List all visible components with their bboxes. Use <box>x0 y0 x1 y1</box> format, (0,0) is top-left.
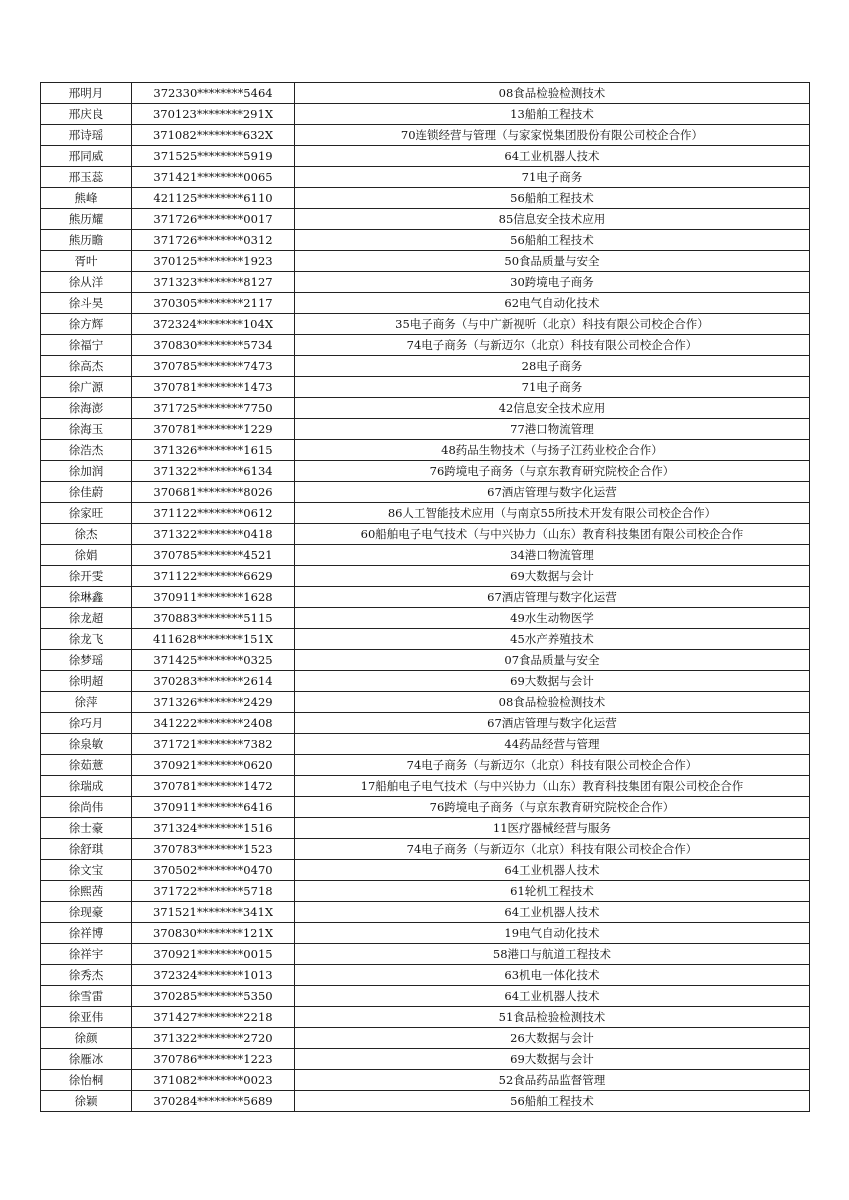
table-row <box>41 713 810 734</box>
id-number-cell: 370785********7473 <box>132 356 295 377</box>
id-number-cell: 370883********5115 <box>132 608 295 629</box>
student-name-cell: 徐茹薏 <box>41 755 132 776</box>
id-number-cell: 370283********2614 <box>132 671 295 692</box>
major-cell: 48药品生物技术（与扬子江药业校企合作） <box>295 440 810 461</box>
major-cell: 69大数据与会计 <box>295 1049 810 1070</box>
table-row <box>41 209 810 230</box>
student-name-cell: 熊峰 <box>41 188 132 209</box>
table-row <box>41 608 810 629</box>
student-name-cell: 徐加润 <box>41 461 132 482</box>
student-name-cell: 徐高杰 <box>41 356 132 377</box>
table-row <box>41 1070 810 1091</box>
major-cell: 76跨境电子商务（与京东教育研究院校企合作） <box>295 797 810 818</box>
table-row <box>41 776 810 797</box>
id-number-cell: 371322********6134 <box>132 461 295 482</box>
id-number-cell: 371521********341X <box>132 902 295 923</box>
student-name-cell: 徐家旺 <box>41 503 132 524</box>
student-name-cell: 徐巧月 <box>41 713 132 734</box>
student-name-cell: 徐雁冰 <box>41 1049 132 1070</box>
table-row <box>41 440 810 461</box>
student-name-cell: 徐文宝 <box>41 860 132 881</box>
student-name-cell: 徐浩杰 <box>41 440 132 461</box>
id-number-cell: 371425********0325 <box>132 650 295 671</box>
table-row <box>41 293 810 314</box>
id-number-cell: 370786********1223 <box>132 1049 295 1070</box>
major-cell: 76跨境电子商务（与京东教育研究院校企合作） <box>295 461 810 482</box>
major-cell: 56船舶工程技术 <box>295 230 810 251</box>
id-number-cell: 371323********8127 <box>132 272 295 293</box>
student-name-cell: 徐琳鑫 <box>41 587 132 608</box>
major-cell: 49水生动物医学 <box>295 608 810 629</box>
table-row <box>41 188 810 209</box>
major-cell: 63机电一体化技术 <box>295 965 810 986</box>
student-name-cell: 徐士豪 <box>41 818 132 839</box>
id-number-cell: 372324********1013 <box>132 965 295 986</box>
table-row <box>41 251 810 272</box>
major-cell: 74电子商务（与新迈尔（北京）科技有限公司校企合作） <box>295 335 810 356</box>
table-row <box>41 839 810 860</box>
id-number-cell: 370921********0620 <box>132 755 295 776</box>
major-cell: 86人工智能技术应用（与南京55所技术开发有限公司校企合作） <box>295 503 810 524</box>
id-number-cell: 371722********5718 <box>132 881 295 902</box>
major-cell: 60船舶电子电气技术（与中兴协力（山东）教育科技集团有限公司校企合作 <box>295 524 810 545</box>
table-row <box>41 818 810 839</box>
id-number-cell: 371427********2218 <box>132 1007 295 1028</box>
major-cell: 51食品检验检测技术 <box>295 1007 810 1028</box>
student-name-cell: 熊历耀 <box>41 209 132 230</box>
table-row <box>41 629 810 650</box>
id-number-cell: 370783********1523 <box>132 839 295 860</box>
student-name-cell: 徐祥宇 <box>41 944 132 965</box>
id-number-cell: 411628********151X <box>132 629 295 650</box>
major-cell: 35电子商务（与中广新视听（北京）科技有限公司校企合作） <box>295 314 810 335</box>
id-number-cell: 370284********5689 <box>132 1091 295 1112</box>
table-row <box>41 902 810 923</box>
student-name-cell: 徐萍 <box>41 692 132 713</box>
student-name-cell: 徐斗昊 <box>41 293 132 314</box>
table-row <box>41 314 810 335</box>
id-number-cell: 371326********1615 <box>132 440 295 461</box>
table-row <box>41 860 810 881</box>
major-cell: 71电子商务 <box>295 377 810 398</box>
table-row <box>41 83 810 104</box>
student-name-cell: 徐龙超 <box>41 608 132 629</box>
student-name-cell: 徐梦瑶 <box>41 650 132 671</box>
table-row <box>41 944 810 965</box>
table-row <box>41 755 810 776</box>
student-name-cell: 邢同威 <box>41 146 132 167</box>
student-roster-table <box>40 82 810 1112</box>
id-number-cell: 370285********5350 <box>132 986 295 1007</box>
major-cell: 11医疗器械经营与服务 <box>295 818 810 839</box>
major-cell: 17船舶电子电气技术（与中兴协力（山东）教育科技集团有限公司校企合作 <box>295 776 810 797</box>
table-row <box>41 1028 810 1049</box>
id-number-cell: 371721********7382 <box>132 734 295 755</box>
major-cell: 58港口与航道工程技术 <box>295 944 810 965</box>
id-number-cell: 370911********1628 <box>132 587 295 608</box>
student-name-cell: 徐祥博 <box>41 923 132 944</box>
id-number-cell: 371122********6629 <box>132 566 295 587</box>
student-name-cell: 邢明月 <box>41 83 132 104</box>
table-row <box>41 146 810 167</box>
roster-body <box>41 83 810 1112</box>
major-cell: 08食品检验检测技术 <box>295 692 810 713</box>
student-name-cell: 徐泉敏 <box>41 734 132 755</box>
id-number-cell: 371421********0065 <box>132 167 295 188</box>
major-cell: 30跨境电子商务 <box>295 272 810 293</box>
id-number-cell: 371525********5919 <box>132 146 295 167</box>
student-name-cell: 邢庆良 <box>41 104 132 125</box>
table-row <box>41 1091 810 1112</box>
major-cell: 77港口物流管理 <box>295 419 810 440</box>
table-row <box>41 1049 810 1070</box>
major-cell: 85信息安全技术应用 <box>295 209 810 230</box>
table-row <box>41 692 810 713</box>
major-cell: 64工业机器人技术 <box>295 146 810 167</box>
major-cell: 56船舶工程技术 <box>295 188 810 209</box>
student-name-cell: 熊历瞻 <box>41 230 132 251</box>
student-name-cell: 邢诗瑶 <box>41 125 132 146</box>
student-name-cell: 邢玉蕊 <box>41 167 132 188</box>
table-row <box>41 104 810 125</box>
major-cell: 74电子商务（与新迈尔（北京）科技有限公司校企合作） <box>295 755 810 776</box>
table-row <box>41 587 810 608</box>
student-name-cell: 胥叶 <box>41 251 132 272</box>
student-name-cell: 徐现豪 <box>41 902 132 923</box>
id-number-cell: 371326********2429 <box>132 692 295 713</box>
id-number-cell: 370681********8026 <box>132 482 295 503</box>
student-name-cell: 徐从洋 <box>41 272 132 293</box>
major-cell: 61轮机工程技术 <box>295 881 810 902</box>
id-number-cell: 372330********5464 <box>132 83 295 104</box>
table-row <box>41 419 810 440</box>
major-cell: 45水产养殖技术 <box>295 629 810 650</box>
student-name-cell: 徐亚伟 <box>41 1007 132 1028</box>
table-row <box>41 1007 810 1028</box>
student-name-cell: 徐海澎 <box>41 398 132 419</box>
table-row <box>41 986 810 1007</box>
major-cell: 07食品质量与安全 <box>295 650 810 671</box>
student-name-cell: 徐舒琪 <box>41 839 132 860</box>
student-name-cell: 徐福宁 <box>41 335 132 356</box>
student-name-cell: 徐娟 <box>41 545 132 566</box>
student-name-cell: 徐熙茜 <box>41 881 132 902</box>
major-cell: 64工业机器人技术 <box>295 902 810 923</box>
table-row <box>41 167 810 188</box>
id-number-cell: 371726********0312 <box>132 230 295 251</box>
major-cell: 69大数据与会计 <box>295 671 810 692</box>
table-row <box>41 230 810 251</box>
table-row <box>41 881 810 902</box>
id-number-cell: 370785********4521 <box>132 545 295 566</box>
student-name-cell: 徐龙飞 <box>41 629 132 650</box>
major-cell: 67酒店管理与数字化运营 <box>295 587 810 608</box>
student-name-cell: 徐开雯 <box>41 566 132 587</box>
table-row <box>41 125 810 146</box>
major-cell: 19电气自动化技术 <box>295 923 810 944</box>
id-number-cell: 370781********1472 <box>132 776 295 797</box>
table-row <box>41 482 810 503</box>
id-number-cell: 372324********104X <box>132 314 295 335</box>
major-cell: 34港口物流管理 <box>295 545 810 566</box>
table-row <box>41 545 810 566</box>
id-number-cell: 370921********0015 <box>132 944 295 965</box>
major-cell: 67酒店管理与数字化运营 <box>295 482 810 503</box>
id-number-cell: 370305********2117 <box>132 293 295 314</box>
major-cell: 28电子商务 <box>295 356 810 377</box>
student-name-cell: 徐怡桐 <box>41 1070 132 1091</box>
major-cell: 50食品质量与安全 <box>295 251 810 272</box>
major-cell: 71电子商务 <box>295 167 810 188</box>
table-row <box>41 524 810 545</box>
major-cell: 70连锁经营与管理（与家家悦集团股份有限公司校企合作） <box>295 125 810 146</box>
id-number-cell: 371322********2720 <box>132 1028 295 1049</box>
student-name-cell: 徐方辉 <box>41 314 132 335</box>
table-row <box>41 923 810 944</box>
id-number-cell: 371725********7750 <box>132 398 295 419</box>
id-number-cell: 370125********1923 <box>132 251 295 272</box>
table-row <box>41 797 810 818</box>
student-name-cell: 徐颜 <box>41 1028 132 1049</box>
table-row <box>41 671 810 692</box>
id-number-cell: 370781********1473 <box>132 377 295 398</box>
major-cell: 64工业机器人技术 <box>295 860 810 881</box>
student-name-cell: 徐广源 <box>41 377 132 398</box>
major-cell: 67酒店管理与数字化运营 <box>295 713 810 734</box>
id-number-cell: 371726********0017 <box>132 209 295 230</box>
student-name-cell: 徐尚伟 <box>41 797 132 818</box>
id-number-cell: 370830********121X <box>132 923 295 944</box>
table-row <box>41 650 810 671</box>
table-row <box>41 335 810 356</box>
id-number-cell: 421125********6110 <box>132 188 295 209</box>
major-cell: 56船舶工程技术 <box>295 1091 810 1112</box>
student-name-cell: 徐秀杰 <box>41 965 132 986</box>
id-number-cell: 370830********5734 <box>132 335 295 356</box>
table-row <box>41 398 810 419</box>
student-name-cell: 徐雪雷 <box>41 986 132 1007</box>
table-row <box>41 503 810 524</box>
major-cell: 13船舶工程技术 <box>295 104 810 125</box>
major-cell: 08食品检验检测技术 <box>295 83 810 104</box>
major-cell: 62电气自动化技术 <box>295 293 810 314</box>
student-name-cell: 徐海玉 <box>41 419 132 440</box>
table-row <box>41 461 810 482</box>
id-number-cell: 371122********0612 <box>132 503 295 524</box>
table-row <box>41 272 810 293</box>
id-number-cell: 371082********0023 <box>132 1070 295 1091</box>
student-name-cell: 徐杰 <box>41 524 132 545</box>
id-number-cell: 371082********632X <box>132 125 295 146</box>
student-name-cell: 徐佳蔚 <box>41 482 132 503</box>
id-number-cell: 370911********6416 <box>132 797 295 818</box>
id-number-cell: 341222********2408 <box>132 713 295 734</box>
id-number-cell: 370781********1229 <box>132 419 295 440</box>
major-cell: 42信息安全技术应用 <box>295 398 810 419</box>
id-number-cell: 370123********291X <box>132 104 295 125</box>
id-number-cell: 371324********1516 <box>132 818 295 839</box>
major-cell: 69大数据与会计 <box>295 566 810 587</box>
table-row <box>41 734 810 755</box>
major-cell: 44药品经营与管理 <box>295 734 810 755</box>
student-name-cell: 徐明超 <box>41 671 132 692</box>
major-cell: 74电子商务（与新迈尔（北京）科技有限公司校企合作） <box>295 839 810 860</box>
table-row <box>41 377 810 398</box>
major-cell: 26大数据与会计 <box>295 1028 810 1049</box>
student-name-cell: 徐颖 <box>41 1091 132 1112</box>
table-row <box>41 356 810 377</box>
id-number-cell: 370502********0470 <box>132 860 295 881</box>
student-name-cell: 徐瑞成 <box>41 776 132 797</box>
table-row <box>41 566 810 587</box>
major-cell: 64工业机器人技术 <box>295 986 810 1007</box>
id-number-cell: 371322********0418 <box>132 524 295 545</box>
major-cell: 52食品药品监督管理 <box>295 1070 810 1091</box>
table-row <box>41 965 810 986</box>
